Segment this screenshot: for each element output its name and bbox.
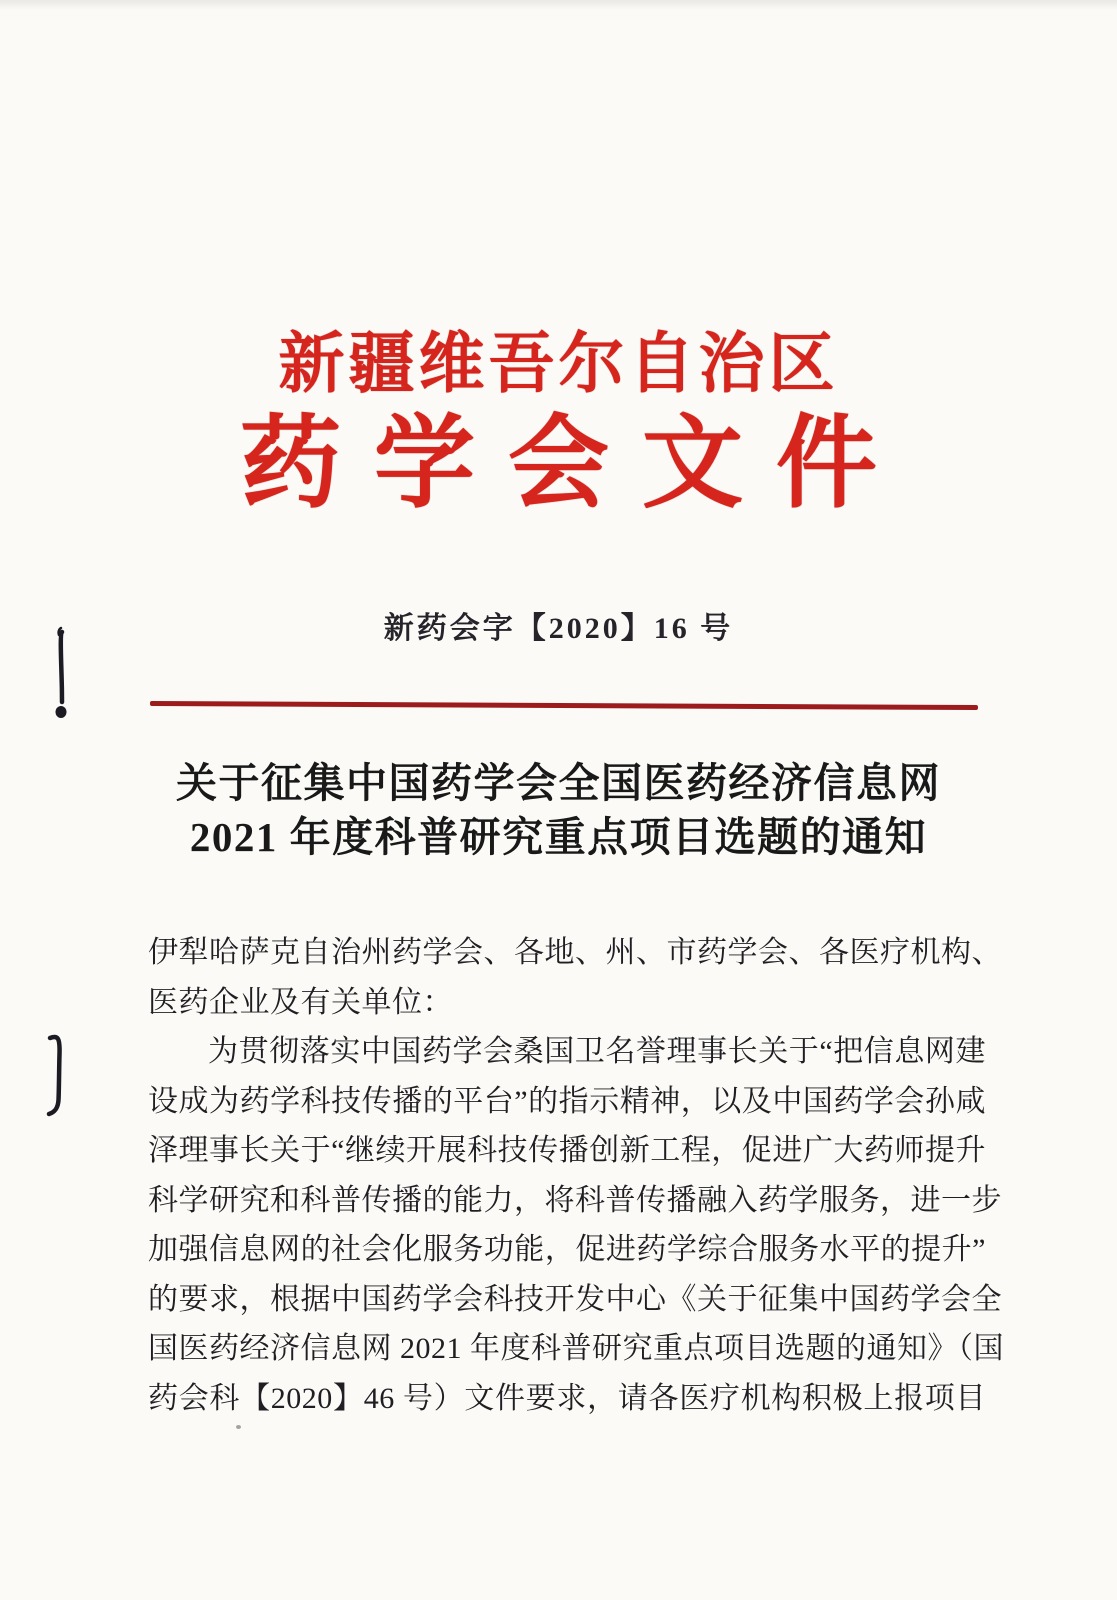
body-line: 加强信息网的社会化服务功能，促进药学综合服务水平的提升”: [148, 1233, 986, 1266]
letterhead-issuer-org-text: 药学会文件: [239, 408, 910, 520]
document-title: [0, 756, 1117, 864]
body-line: 的要求，根据中国药学会科技开发中心《关于征集中国药学会全: [148, 1282, 1002, 1316]
red-separator-rule: [150, 701, 978, 710]
body-line: 国医药经济信息网 2021 年度科普研究重点项目选题的通知》（国: [148, 1332, 1004, 1365]
document-title-line-2: 2021 年度科普研究重点项目选题的通知: [189, 814, 928, 860]
body-line: 药会科【2020】46 号）文件要求，请各医疗机构积极上报项目: [148, 1381, 986, 1415]
body-line: 泽理事长关于“继续开展科技传播创新工程，促进广大药师提升: [148, 1134, 986, 1167]
paper-speck: [236, 1425, 241, 1429]
document-number: 新药会字【2020】16 号: [383, 612, 734, 645]
letterhead-issuer-region: 新疆维吾尔自治区: [278, 328, 839, 401]
document-title-line-1: 关于征集中国药学会全国医药经济信息网: [176, 760, 941, 806]
ink-mark-upper: [52, 626, 74, 722]
ink-mark-lower: [44, 1032, 68, 1120]
document-body: [148, 928, 1004, 1423]
body-line: 科学研究和科普传播的能力，将科普传播融入药学服务，进一步: [148, 1183, 1002, 1217]
body-line: 为贯彻落实中国药学会桑国卫名誉理事长关于“把信息网建: [208, 1035, 986, 1068]
salutation-line: 医药企业及有关单位：: [148, 985, 453, 1019]
body-line: 设成为药学科技传播的平台”的指示精神，以及中国药学会孙咸: [148, 1084, 986, 1118]
salutation-line: 伊犁哈萨克自治州药学会、各地、州、市药学会、各医疗机构、: [148, 936, 1002, 969]
letterhead-issuer-org: [0, 405, 1117, 523]
